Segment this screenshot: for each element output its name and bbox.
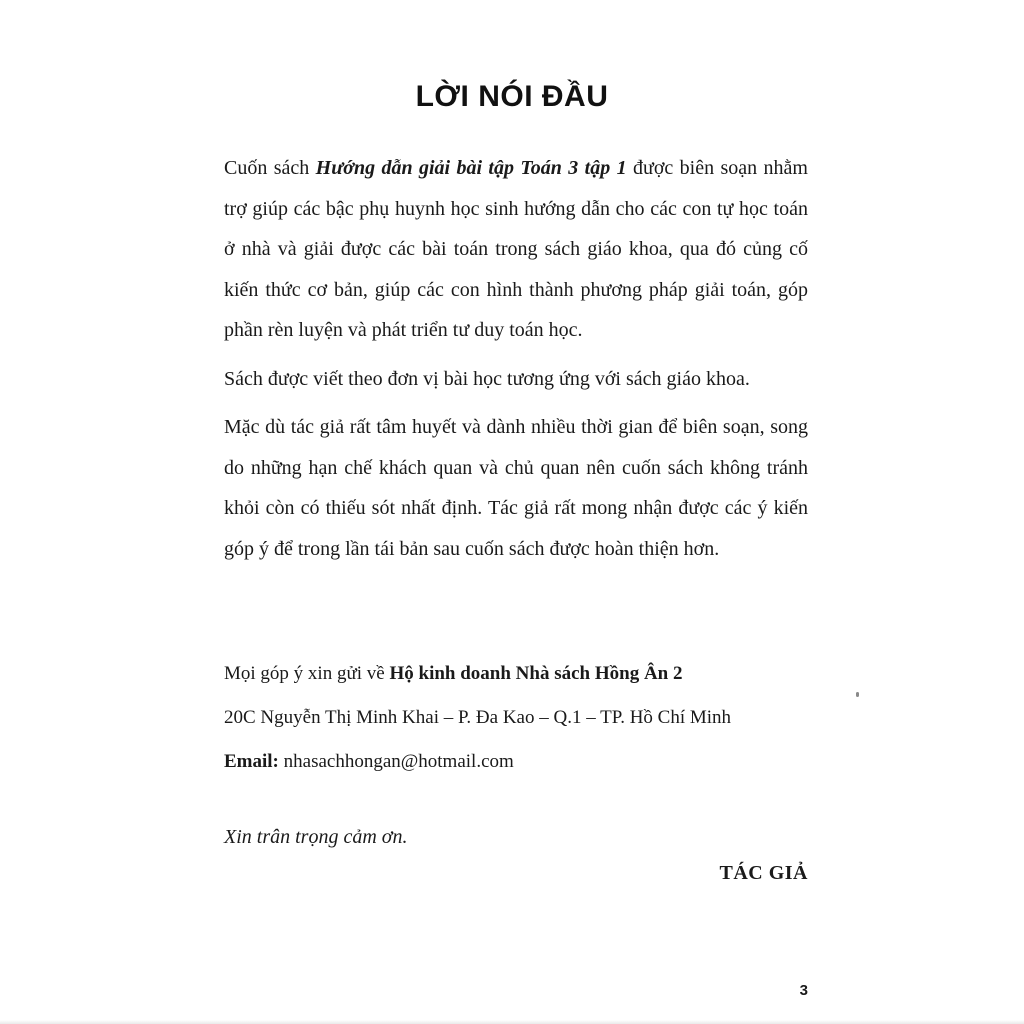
author-signature: TÁC GIẢ	[719, 862, 808, 884]
contact-line	[224, 652, 814, 696]
paper-speck	[856, 692, 859, 697]
intro-rest: được biên soạn nhằm trợ giúp các bậc phụ huynh học sinh hướng dẫn cho các con tự học toán ở nhà và giải được các bài toán trong sách giáo khoa, qua đó củng cố kiến thức cơ bản, giúp các con hình thành phương pháp giải toán, góp phần rèn luyện và phát triển tư duy toán học.	[224, 157, 808, 341]
intro-lead: Cuốn sách	[224, 157, 316, 179]
book-title: Hướng dẫn giải bài tập Toán 3 tập 1	[315, 157, 627, 179]
thanks-line: Xin trân trọng cảm ơn.	[224, 826, 408, 848]
email-line	[224, 740, 814, 784]
contact-block	[224, 652, 814, 784]
contact-lead: Mọi góp ý xin gửi về	[224, 663, 390, 684]
body-text	[224, 148, 808, 577]
paragraph-apology: Mặc dù tác giả rất tâm huyết và dành nhiều thời gian để biên soạn, song do những hạn chế khách quan và chủ quan nên cuốn sách không tránh khỏi còn có thiếu sót nhất định. Tác giả rất mong nhận được các ý kiến góp ý để trong lần tái bản sau cuốn sách được hoàn thiện hơn.	[224, 416, 808, 560]
page-number: 3	[799, 982, 808, 999]
address-line: 20C Nguyễn Thị Minh Khai – P. Đa Kao – Q.1 – TP. Hồ Chí Minh	[224, 707, 732, 728]
page-title: LỜI NÓI ĐẦU	[415, 80, 609, 113]
intro-paragraph	[224, 148, 808, 351]
page-bottom-edge	[0, 1020, 1024, 1024]
paragraph-structure: Sách được viết theo đơn vị bài học tương ứng với sách giáo khoa.	[224, 367, 750, 390]
email-address: nhasachhongan@hotmail.com	[278, 751, 514, 772]
business-name: Hộ kinh doanh Nhà sách Hồng Ân 2	[389, 663, 683, 684]
email-label: Email:	[224, 751, 279, 772]
